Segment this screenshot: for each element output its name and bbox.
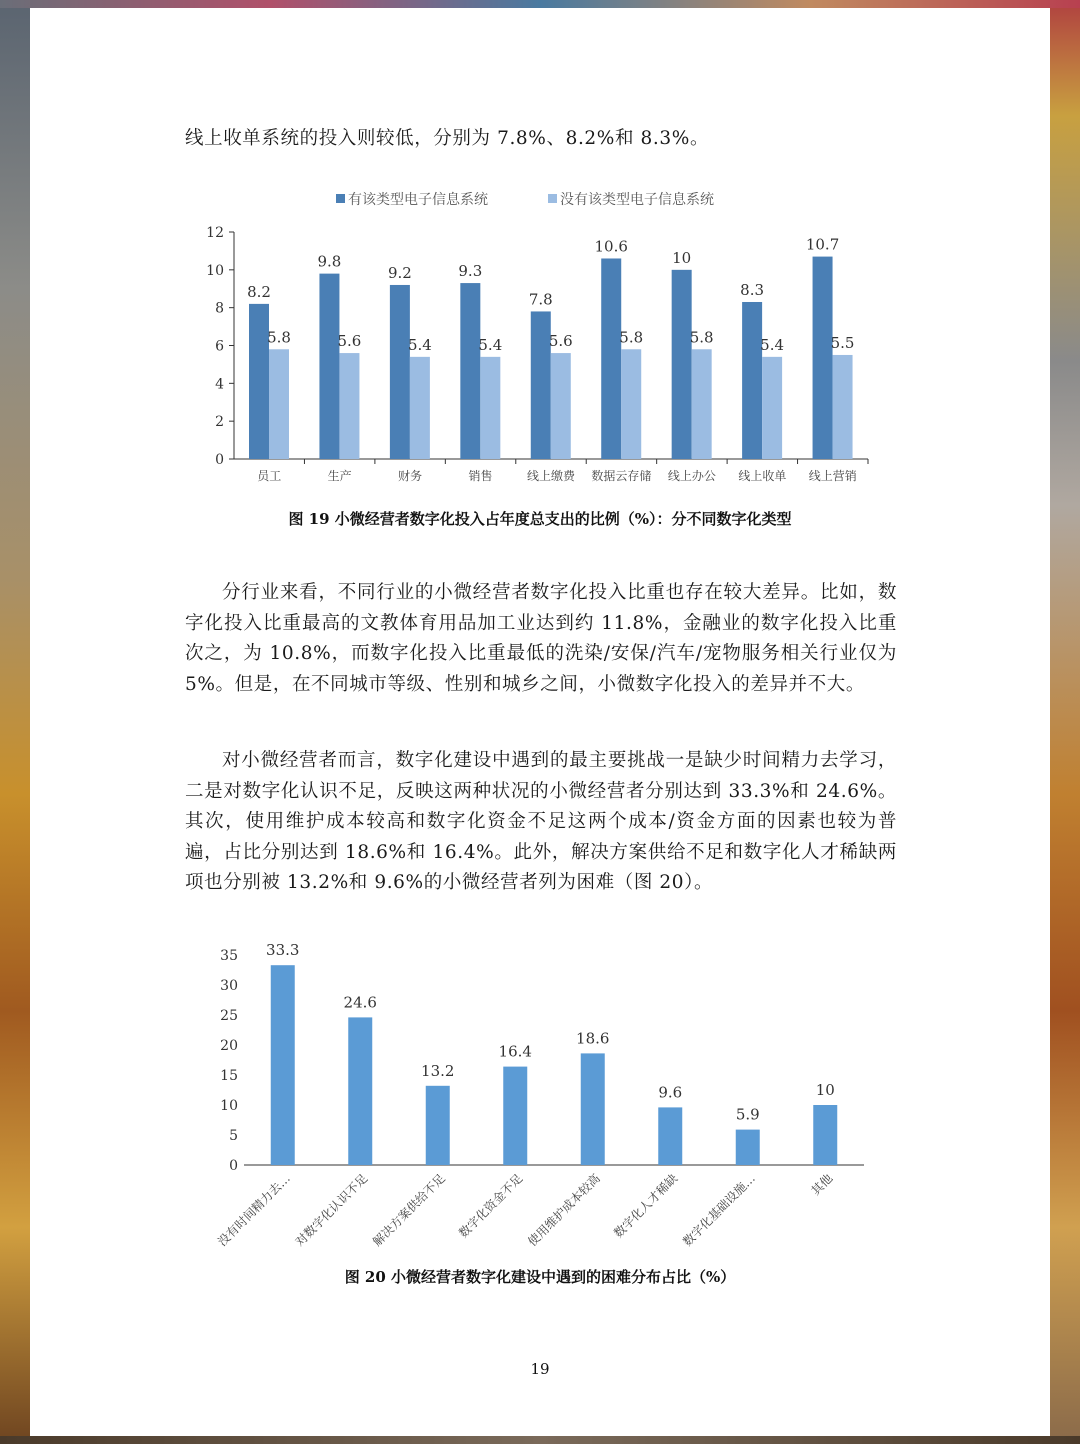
bar-without-system [692,349,712,459]
intro-line: 线上收单系统的投入则较低，分别为 7.8%、8.2%和 8.3%。 [185,128,710,149]
bar-with-system [813,257,833,459]
bar-value-label: 5.8 [689,328,714,347]
difficulty-bar [658,1107,682,1165]
bar-without-system [480,357,500,459]
bar-value-label: 5.6 [548,332,573,351]
x-category-label: 线上营销 [808,469,857,483]
y-tick-label: 10 [206,262,224,279]
bar-value-label: 8.2 [247,282,271,301]
x-category-label: 数字化资金不足 [456,1171,526,1241]
bar-with-system [249,304,269,459]
bar-without-system [833,355,853,459]
x-category-label: 员工 [257,469,282,483]
chart-20-bars [266,941,837,1165]
legend-swatch-1 [548,194,557,203]
bar-value-label: 5.4 [478,335,503,354]
bar-with-system [601,258,621,459]
x-category-label: 没有时间精力去… [215,1171,293,1250]
chart-19-legend [336,191,714,208]
document-page [30,8,1050,1436]
legend-label-1: 没有该类型电子信息系统 [560,192,714,208]
bar-without-system [621,349,641,459]
bar-value-label: 16.4 [498,1042,532,1061]
figure-20-caption: 图 20 小微经营者数字化建设中遇到的困难分布占比（%） [344,1268,736,1286]
chart-19-bars [247,236,854,459]
x-category-label: 数字化基础设施… [680,1171,758,1250]
bar-value-label: 13.2 [421,1061,455,1080]
x-category-label: 其他 [808,1171,836,1199]
background-top-edge [0,0,1080,8]
bar-with-system [460,283,480,459]
figure-19-caption: 图 19 小微经营者数字化投入占年度总支出的比例（%）：分不同数字化类型 [288,510,792,528]
y-tick-label: 10 [220,1098,238,1114]
bar-value-label: 5.8 [267,328,291,347]
bar-without-system [269,349,289,459]
x-category-label: 线上办公 [667,469,716,483]
y-tick-label: 5 [229,1128,238,1144]
x-category-label: 线上收单 [738,469,787,483]
difficulty-bar [581,1053,605,1165]
x-category-label: 财务 [398,469,423,483]
background-bottom-edge [0,1436,1080,1444]
bar-with-system [531,311,551,459]
background-right-edge [1050,0,1080,1444]
bar-value-label: 5.8 [619,328,644,347]
bar-without-system [410,357,430,459]
y-tick-label: 35 [220,948,238,964]
paragraph-challenges: 对小微经营者而言，数字化建设中遇到的最主要挑战一是缺少时间精力去学习，二是对数字化认识不足，反映这两种状况的小微经营者分别达到 33.3%和 24.6%。其次，使用维护成本较高和数字化资金不足这两个成本/资金方面的因素也较为普遍，占比分别达到 18.6%和 16.4%。此外，解决方案供给不足和数字化人才稀缺两项也分别被 13.2%和 9.6%的小微经营者列为困难（图 20）。 [185,750,897,893]
x-category-label: 销售 [468,469,493,483]
y-tick-label: 6 [215,338,224,355]
bar-without-system [339,353,359,459]
bar-value-label: 10 [672,248,692,267]
bar-with-system [742,302,762,459]
difficulty-bar [736,1130,760,1165]
x-category-label: 数字化人才稀缺 [611,1171,681,1241]
y-tick-label: 0 [215,452,224,468]
y-tick-label: 30 [220,978,238,994]
difficulty-bar [271,965,295,1165]
bar-without-system [551,353,571,459]
bar-value-label: 24.6 [343,993,377,1012]
y-tick-label: 25 [220,1008,238,1024]
x-category-label: 对数字化认识不足 [292,1171,371,1250]
x-category-label: 解决方案供给不足 [370,1171,448,1250]
bar-without-system [762,357,782,459]
bar-with-system [672,270,692,459]
x-category-label: 线上缴费 [526,469,576,483]
chart-20 [30,928,1050,1258]
bar-value-label: 5.4 [760,335,785,354]
y-tick-label: 4 [215,376,224,393]
difficulty-bar [503,1067,527,1165]
y-tick-label: 2 [215,414,224,431]
bar-value-label: 7.8 [528,290,553,309]
bar-value-label: 10 [815,1081,835,1099]
chart-20-axes [214,948,864,1249]
bar-with-system [319,274,339,459]
difficulty-bar [813,1105,837,1165]
bar-value-label: 9.6 [658,1083,683,1102]
x-category-label: 数据云存储 [591,469,652,483]
y-tick-label: 12 [206,225,224,241]
bar-value-label: 5.9 [735,1105,760,1124]
y-tick-label: 15 [220,1068,238,1084]
bar-value-label: 5.4 [407,335,432,354]
bar-value-label: 18.6 [576,1029,610,1048]
y-tick-label: 20 [220,1038,238,1054]
bar-value-label: 5.5 [830,333,855,352]
legend-swatch-0 [336,194,345,203]
background-left-edge [0,0,30,1444]
bar-value-label: 9.2 [387,263,412,282]
y-tick-label: 8 [215,300,224,317]
x-category-label: 生产 [327,469,352,483]
bar-value-label: 10.6 [594,237,628,256]
bar-value-label: 9.8 [317,252,342,271]
paragraph-industry: 分行业来看，不同行业的小微经营者数字化投入比重也存在较大差异。比如，数字化投入比重最高的文教体育用品加工业达到约 11.8%，金融业的数字化投入比重次之，为 10.8%，而数字化投入比重最低的洗染/安保/汽车/宠物服务相关行业仅为 5%。但是，在不同城市等级、性别和城乡之间，小微数字化投入的差异并不大。 [185,582,897,695]
bar-value-label: 10.7 [805,235,840,254]
legend-label-0: 有该类型电子信息系统 [348,192,488,208]
bar-value-label: 9.3 [458,262,483,281]
difficulty-bar [348,1017,372,1165]
bar-value-label: 33.3 [266,941,300,960]
bar-with-system [390,285,410,459]
x-category-label: 使用维护成本较高 [525,1171,603,1250]
y-tick-label: 0 [229,1158,238,1174]
bar-value-label: 8.3 [740,280,765,299]
difficulty-bar [426,1086,450,1165]
chart-19 [30,168,1050,498]
bar-value-label: 5.6 [337,332,362,351]
page-number: 19 [530,1360,550,1378]
